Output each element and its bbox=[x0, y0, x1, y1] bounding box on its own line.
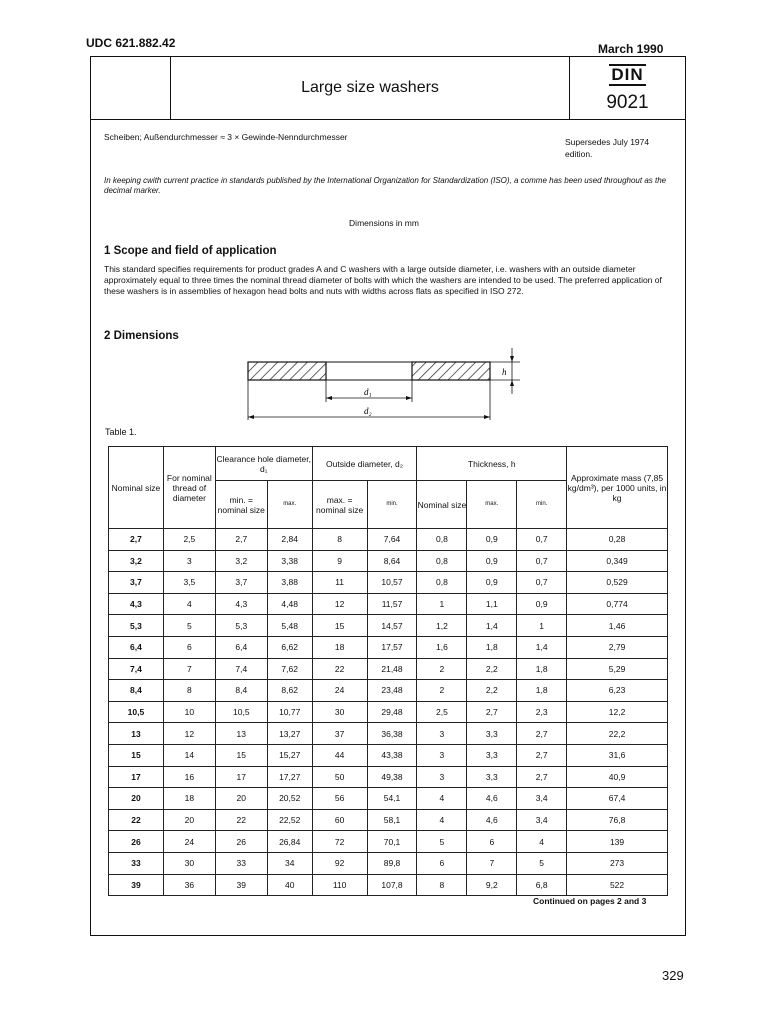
col-outside-diameter: Outside diameter, d₂ bbox=[312, 447, 417, 481]
table-cell: 107,8 bbox=[367, 874, 417, 896]
table-row bbox=[109, 636, 668, 658]
table-cell: 2,84 bbox=[267, 529, 312, 551]
table-cell: 14,57 bbox=[367, 615, 417, 637]
table-cell: 18 bbox=[312, 636, 367, 658]
table-cell: 2,2 bbox=[467, 680, 517, 702]
table-cell: 0,9 bbox=[467, 550, 517, 572]
table-cell: 1,6 bbox=[417, 636, 467, 658]
table-cell: 15 bbox=[109, 744, 164, 766]
table-cell: 7 bbox=[467, 852, 517, 874]
table-cell: 1,4 bbox=[467, 615, 517, 637]
table-cell: 58,1 bbox=[367, 809, 417, 831]
table-cell: 15 bbox=[312, 615, 367, 637]
table-cell: 1,46 bbox=[567, 615, 668, 637]
table-row bbox=[109, 809, 668, 831]
table-cell: 56 bbox=[312, 788, 367, 810]
table-cell: 3,7 bbox=[215, 572, 267, 594]
table-cell: 4,48 bbox=[267, 593, 312, 615]
section-1-body: This standard specifies requirements for product grades A and C washers with a large outside diameter, i.e. washers with an outside diameter approximately equal to three times the nominal thread diameter of bolts with which the washers are intended to be used. The preferred application of these washers is in assemblies of hexagon head bolts and nuts with widths across flats as specified in ISO 272. bbox=[104, 264, 662, 296]
table-cell: 3,3 bbox=[467, 744, 517, 766]
table-cell: 13,27 bbox=[267, 723, 312, 745]
table-cell: 8 bbox=[417, 874, 467, 896]
table-cell: 3,3 bbox=[467, 723, 517, 745]
col-nominal-size: Nominal size bbox=[109, 447, 164, 529]
col-thread-diameter: For nominal thread of diameter bbox=[163, 447, 215, 529]
table-cell: 60 bbox=[312, 809, 367, 831]
table-cell: 3,2 bbox=[109, 550, 164, 572]
table-cell: 22 bbox=[312, 658, 367, 680]
table-cell: 12 bbox=[312, 593, 367, 615]
table-cell: 273 bbox=[567, 852, 668, 874]
table-cell: 17,57 bbox=[367, 636, 417, 658]
table-cell: 5,3 bbox=[109, 615, 164, 637]
table-cell: 2,7 bbox=[215, 529, 267, 551]
table-cell: 6 bbox=[467, 831, 517, 853]
table-cell: 9,2 bbox=[467, 874, 517, 896]
h-label: h bbox=[502, 367, 507, 377]
washer-dimensions-table bbox=[108, 446, 668, 896]
table-row bbox=[109, 658, 668, 680]
table-row bbox=[109, 593, 668, 615]
table-cell: 4 bbox=[163, 593, 215, 615]
table-cell: 1,4 bbox=[517, 636, 567, 658]
d2-label: d₂ bbox=[364, 406, 372, 416]
table-cell: 5,48 bbox=[267, 615, 312, 637]
table-cell: 7,62 bbox=[267, 658, 312, 680]
table-cell: 2,5 bbox=[417, 701, 467, 723]
table-cell: 6,4 bbox=[215, 636, 267, 658]
sub-min-nominal: min. = nominal size bbox=[215, 481, 267, 529]
table-cell: 2 bbox=[417, 680, 467, 702]
table-cell: 8,4 bbox=[109, 680, 164, 702]
washer-section-left bbox=[248, 362, 326, 380]
table-cell: 3 bbox=[417, 723, 467, 745]
udc-number: UDC 621.882.42 bbox=[86, 36, 176, 50]
table-row bbox=[109, 852, 668, 874]
table-cell: 2,5 bbox=[163, 529, 215, 551]
table-row bbox=[109, 701, 668, 723]
din-block bbox=[569, 56, 686, 120]
table-cell: 4 bbox=[517, 831, 567, 853]
washer-cross-section-figure bbox=[230, 340, 530, 425]
table-cell: 1,8 bbox=[517, 680, 567, 702]
table-cell: 0,8 bbox=[417, 550, 467, 572]
din-logo: DIN bbox=[611, 65, 644, 84]
table-cell: 3,7 bbox=[109, 572, 164, 594]
table-cell: 0,9 bbox=[517, 593, 567, 615]
table-row bbox=[109, 831, 668, 853]
table-cell: 21,48 bbox=[367, 658, 417, 680]
issue-date: March 1990 bbox=[598, 42, 664, 56]
table-row bbox=[109, 744, 668, 766]
table-cell: 2,3 bbox=[517, 701, 567, 723]
table-cell: 15 bbox=[215, 744, 267, 766]
table-cell: 10,5 bbox=[215, 701, 267, 723]
decimal-marker-note: In keeping cwith current practice in standards published by the International Organization for Standardization (ISO), a comme has been used throughout as the decimal marker. bbox=[104, 176, 667, 195]
table-cell: 20,52 bbox=[267, 788, 312, 810]
table-cell: 39 bbox=[109, 874, 164, 896]
table-cell: 34 bbox=[267, 852, 312, 874]
table-cell: 0,8 bbox=[417, 572, 467, 594]
table-cell: 44 bbox=[312, 744, 367, 766]
table-cell: 31,6 bbox=[567, 744, 668, 766]
table-cell: 1 bbox=[417, 593, 467, 615]
table-cell: 33 bbox=[109, 852, 164, 874]
table-cell: 40 bbox=[267, 874, 312, 896]
table-cell: 14 bbox=[163, 744, 215, 766]
table-cell: 8 bbox=[163, 680, 215, 702]
table-cell: 6,62 bbox=[267, 636, 312, 658]
table-cell: 23,48 bbox=[367, 680, 417, 702]
table-cell: 76,8 bbox=[567, 809, 668, 831]
table-cell: 8,4 bbox=[215, 680, 267, 702]
table-cell: 26 bbox=[109, 831, 164, 853]
table-cell: 5 bbox=[163, 615, 215, 637]
table-cell: 522 bbox=[567, 874, 668, 896]
table-cell: 13 bbox=[215, 723, 267, 745]
table-cell: 4 bbox=[417, 809, 467, 831]
table-cell: 0,8 bbox=[417, 529, 467, 551]
col-clearance-hole: Clearance hole diameter, d₁ bbox=[215, 447, 312, 481]
table-cell: 43,38 bbox=[367, 744, 417, 766]
table-cell: 72 bbox=[312, 831, 367, 853]
table-cell: 5,29 bbox=[567, 658, 668, 680]
table-cell: 30 bbox=[163, 852, 215, 874]
section-1-heading: 1 Scope and field of application bbox=[104, 245, 277, 257]
dimensions-note: Dimensions in mm bbox=[349, 218, 419, 228]
page-number: 329 bbox=[662, 968, 684, 983]
table-row bbox=[109, 615, 668, 637]
washer-section-right bbox=[412, 362, 490, 380]
table-cell: 13 bbox=[109, 723, 164, 745]
section-2-heading: 2 Dimensions bbox=[104, 330, 179, 342]
table-cell: 0,7 bbox=[517, 529, 567, 551]
table-cell: 36,38 bbox=[367, 723, 417, 745]
table-cell: 24 bbox=[163, 831, 215, 853]
table-cell: 9 bbox=[312, 550, 367, 572]
table-cell: 7 bbox=[163, 658, 215, 680]
table-row bbox=[109, 529, 668, 551]
table-cell: 4,3 bbox=[215, 593, 267, 615]
table-cell: 3 bbox=[417, 744, 467, 766]
table-cell: 33 bbox=[215, 852, 267, 874]
table-cell: 36 bbox=[163, 874, 215, 896]
col-approx-mass: Approximate mass (7,85 kg/dm³), per 1000 units, in kg bbox=[567, 447, 668, 529]
table-row bbox=[109, 766, 668, 788]
table-cell: 3,4 bbox=[517, 809, 567, 831]
table-cell: 0,9 bbox=[467, 529, 517, 551]
table-cell: 30 bbox=[312, 701, 367, 723]
table-cell: 22,2 bbox=[567, 723, 668, 745]
table-cell: 3,3 bbox=[467, 766, 517, 788]
table-cell: 3,2 bbox=[215, 550, 267, 572]
col-thickness: Thickness, h bbox=[417, 447, 567, 481]
table-cell: 2,7 bbox=[467, 701, 517, 723]
table-cell: 12,2 bbox=[567, 701, 668, 723]
table-cell: 4,3 bbox=[109, 593, 164, 615]
table-cell: 8,62 bbox=[267, 680, 312, 702]
header-left-cell bbox=[90, 56, 171, 120]
table-cell: 5 bbox=[417, 831, 467, 853]
sub-max-nominal: max. = nominal size bbox=[312, 481, 367, 529]
table-cell: 6,4 bbox=[109, 636, 164, 658]
d1-label: d₁ bbox=[364, 387, 372, 397]
table-cell: 1,1 bbox=[467, 593, 517, 615]
table-cell: 20 bbox=[109, 788, 164, 810]
table-cell: 10 bbox=[163, 701, 215, 723]
table-cell: 0,28 bbox=[567, 529, 668, 551]
table-cell: 67,4 bbox=[567, 788, 668, 810]
table-cell: 1 bbox=[517, 615, 567, 637]
table-cell: 1,8 bbox=[517, 658, 567, 680]
table-row bbox=[109, 550, 668, 572]
table-cell: 0,774 bbox=[567, 593, 668, 615]
table-cell: 6 bbox=[163, 636, 215, 658]
table-cell: 39 bbox=[215, 874, 267, 896]
table-cell: 26,84 bbox=[267, 831, 312, 853]
table-row bbox=[109, 572, 668, 594]
table-cell: 7,64 bbox=[367, 529, 417, 551]
table-cell: 16 bbox=[163, 766, 215, 788]
table-cell: 11,57 bbox=[367, 593, 417, 615]
table-cell: 17,27 bbox=[267, 766, 312, 788]
table-cell: 18 bbox=[163, 788, 215, 810]
table-cell: 70,1 bbox=[367, 831, 417, 853]
din-number: 9021 bbox=[606, 92, 649, 113]
table-cell: 0,349 bbox=[567, 550, 668, 572]
table-cell: 1,2 bbox=[417, 615, 467, 637]
table-cell: 110 bbox=[312, 874, 367, 896]
table-cell: 0,9 bbox=[467, 572, 517, 594]
table-row bbox=[109, 680, 668, 702]
table-cell: 37 bbox=[312, 723, 367, 745]
table-cell: 0,529 bbox=[567, 572, 668, 594]
document-title-text: Large size washers bbox=[301, 78, 439, 96]
table-cell: 24 bbox=[312, 680, 367, 702]
table-cell: 2 bbox=[417, 658, 467, 680]
table-cell: 4 bbox=[417, 788, 467, 810]
table-cell: 89,8 bbox=[367, 852, 417, 874]
table-cell: 7,4 bbox=[215, 658, 267, 680]
table-cell: 20 bbox=[163, 809, 215, 831]
table-cell: 5 bbox=[517, 852, 567, 874]
table-cell: 2,7 bbox=[517, 744, 567, 766]
table-cell: 3,4 bbox=[517, 788, 567, 810]
table-cell: 0,7 bbox=[517, 572, 567, 594]
table-cell: 8 bbox=[312, 529, 367, 551]
table-cell: 22,52 bbox=[267, 809, 312, 831]
table-cell: 4,6 bbox=[467, 788, 517, 810]
sub-thickness-nominal: Nominal size bbox=[417, 481, 467, 529]
table-cell: 3 bbox=[417, 766, 467, 788]
table-cell: 10,5 bbox=[109, 701, 164, 723]
table-cell: 50 bbox=[312, 766, 367, 788]
table-cell: 7,4 bbox=[109, 658, 164, 680]
table-cell: 2,7 bbox=[109, 529, 164, 551]
sub-thickness-min: min. bbox=[517, 481, 567, 529]
table-cell: 17 bbox=[215, 766, 267, 788]
table-cell: 3,5 bbox=[163, 572, 215, 594]
table-cell: 3,88 bbox=[267, 572, 312, 594]
table-cell: 5,3 bbox=[215, 615, 267, 637]
sub-thickness-max: max. bbox=[467, 481, 517, 529]
table-cell: 12 bbox=[163, 723, 215, 745]
table-cell: 3,38 bbox=[267, 550, 312, 572]
table-body bbox=[109, 529, 668, 896]
table-cell: 6,8 bbox=[517, 874, 567, 896]
table-cell: 10,77 bbox=[267, 701, 312, 723]
table-cell: 11 bbox=[312, 572, 367, 594]
table-caption: Table 1. bbox=[105, 427, 137, 437]
continued-note: Continued on pages 2 and 3 bbox=[533, 896, 647, 906]
table-cell: 0,7 bbox=[517, 550, 567, 572]
sub-clearance-max: max. bbox=[267, 481, 312, 529]
table-cell: 2,7 bbox=[517, 723, 567, 745]
table-cell: 6,23 bbox=[567, 680, 668, 702]
table-cell: 40,9 bbox=[567, 766, 668, 788]
table-cell: 2,79 bbox=[567, 636, 668, 658]
document-title bbox=[170, 56, 570, 120]
table-cell: 139 bbox=[567, 831, 668, 853]
german-title: Scheiben; Außendurchmesser ≈ 3 × Gewinde-Nenndurchmesser bbox=[104, 132, 348, 142]
table-cell: 22 bbox=[215, 809, 267, 831]
supersedes-note: Supersedes July 1974 edition. bbox=[565, 137, 650, 159]
table-cell: 49,38 bbox=[367, 766, 417, 788]
table-cell: 54,1 bbox=[367, 788, 417, 810]
table-cell: 20 bbox=[215, 788, 267, 810]
table-cell: 92 bbox=[312, 852, 367, 874]
table-cell: 15,27 bbox=[267, 744, 312, 766]
table-cell: 4,6 bbox=[467, 809, 517, 831]
table-cell: 2,2 bbox=[467, 658, 517, 680]
table-cell: 1,8 bbox=[467, 636, 517, 658]
table-cell: 17 bbox=[109, 766, 164, 788]
table-cell: 22 bbox=[109, 809, 164, 831]
table-row bbox=[109, 874, 668, 896]
table-row bbox=[109, 788, 668, 810]
table-cell: 2,7 bbox=[517, 766, 567, 788]
table-cell: 26 bbox=[215, 831, 267, 853]
table-cell: 8,64 bbox=[367, 550, 417, 572]
table-cell: 3 bbox=[163, 550, 215, 572]
table-cell: 10,57 bbox=[367, 572, 417, 594]
table-row bbox=[109, 723, 668, 745]
table-cell: 29,48 bbox=[367, 701, 417, 723]
table-cell: 6 bbox=[417, 852, 467, 874]
sub-outside-min: min. bbox=[367, 481, 417, 529]
